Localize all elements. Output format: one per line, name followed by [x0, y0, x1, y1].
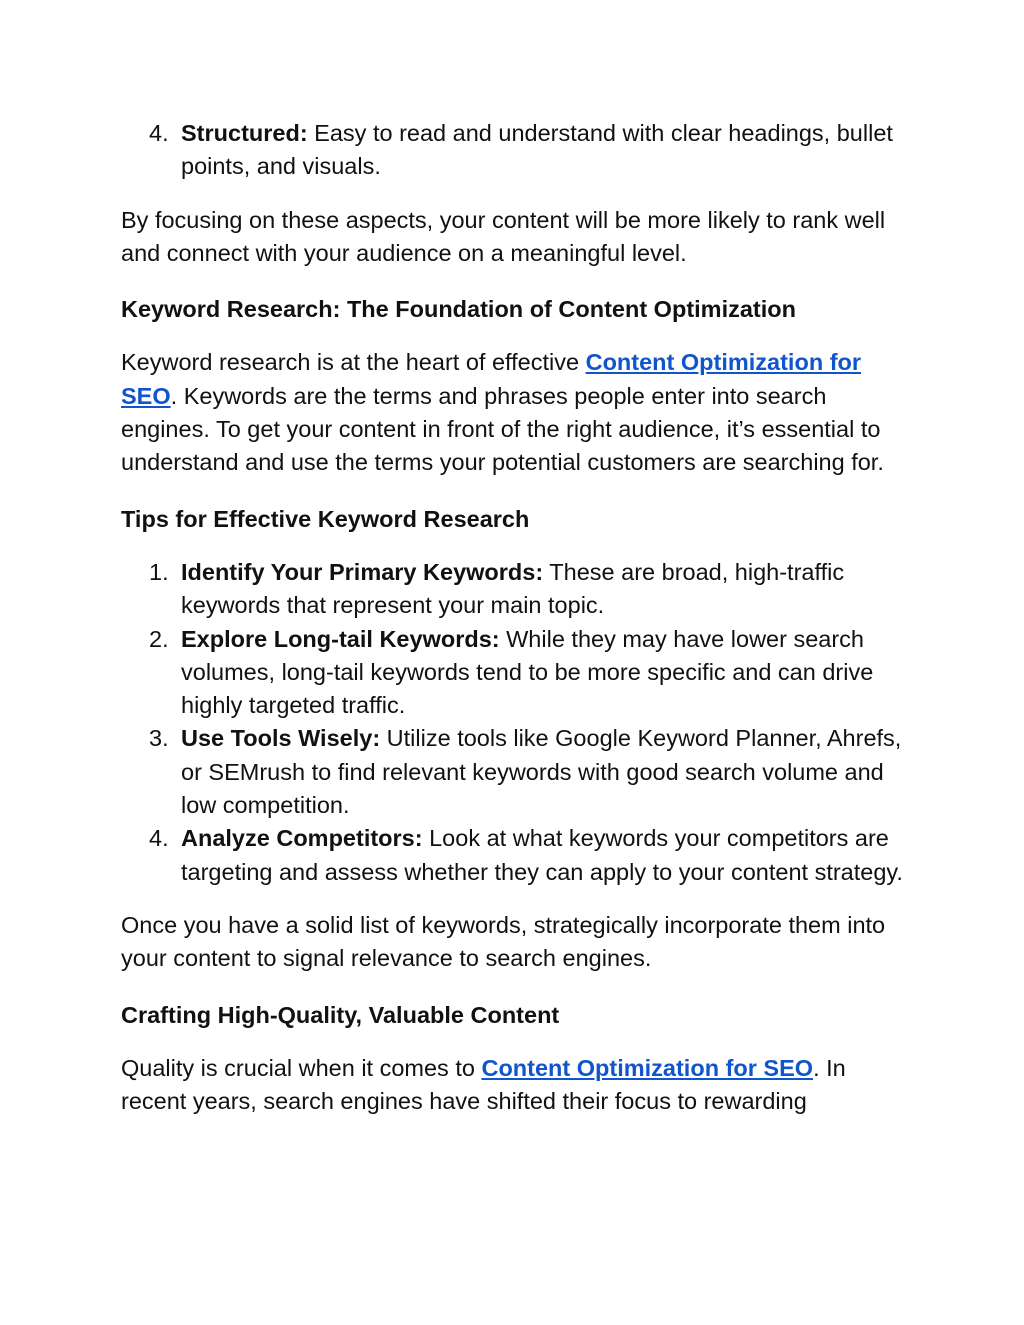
document-page: [121, 117, 911, 1118]
quality-paragraph-end: . In recent years, search engines have shifted their focus to rewarding: [121, 1054, 846, 1115]
keyword-paragraph: [121, 346, 911, 479]
list-item-label: Use Tools Wisely:: [181, 725, 381, 752]
list-item-label: Analyze Competitors:: [181, 825, 423, 852]
list-number: 4.: [149, 825, 169, 852]
list-item-text: [181, 556, 911, 623]
list-item-body: Look at what keywords your competitors are targeting and assess whether they can apply to your content strategy.: [181, 825, 903, 885]
content-optimization-link[interactable]: Content Optimization for SEO: [121, 349, 862, 409]
list-item-body: While they may have lower search volumes, long-tail keywords tend to be more specific and can drive highly targeted traffic.: [181, 625, 874, 719]
list-item-primary-keywords: [121, 556, 911, 623]
list-item-text: [181, 117, 911, 184]
list-number: 3.: [149, 725, 169, 752]
list-item-long-tail: [121, 623, 911, 723]
tips-list: [121, 556, 911, 889]
list-item-body: Easy to read and understand with clear headings, bullet points, and visuals.: [181, 120, 893, 180]
list-item-text: [181, 822, 911, 889]
list-item-structured: [121, 117, 911, 184]
keyword-paragraph-start: Keyword research is at the heart of effective: [121, 349, 586, 376]
list-item-text: [181, 722, 911, 822]
content-optimization-link[interactable]: Content Optimization for SEO: [481, 1054, 814, 1081]
list-item-label: Explore Long-tail Keywords:: [181, 625, 500, 652]
heading-keyword-research: Keyword Research: The Foundation of Content Optimization: [121, 296, 796, 323]
list-item-label: Identify Your Primary Keywords:: [181, 558, 544, 585]
heading-tips: Tips for Effective Keyword Research: [121, 505, 530, 532]
keyword-paragraph-end: . Keywords are the terms and phrases people enter into search engines. To get your content in front of the right audience, it’s essential to understand and use the terms your potential customers are searching for.: [121, 382, 884, 476]
heading-quality-content: Crafting High-Quality, Valuable Content: [121, 1001, 560, 1028]
list-number: 1.: [149, 558, 169, 585]
list-number: 2.: [149, 625, 169, 652]
list-item-text: [181, 623, 911, 723]
list-item-label: Structured:: [181, 120, 308, 146]
list-item-competitors: [121, 822, 911, 889]
list-item-body: These are broad, high-traffic keywords that represent your main topic.: [181, 558, 845, 619]
quality-paragraph: [121, 1052, 911, 1119]
list-number: 4.: [149, 120, 169, 146]
closing-paragraph: Once you have a solid list of keywords, strategically incorporate them into your content to signal relevance to search engines.: [121, 911, 886, 972]
list-item-body: Utilize tools like Google Keyword Planner, Ahrefs, or SEMrush to find relevant keywords with good search volume and low competition.: [181, 725, 902, 819]
quality-paragraph-start: Quality is crucial when it comes to: [121, 1054, 482, 1081]
intro-paragraph: By focusing on these aspects, your content will be more likely to rank well and connect with your audience on a meaningful level.: [121, 206, 886, 266]
list-item-tools: [121, 722, 911, 822]
